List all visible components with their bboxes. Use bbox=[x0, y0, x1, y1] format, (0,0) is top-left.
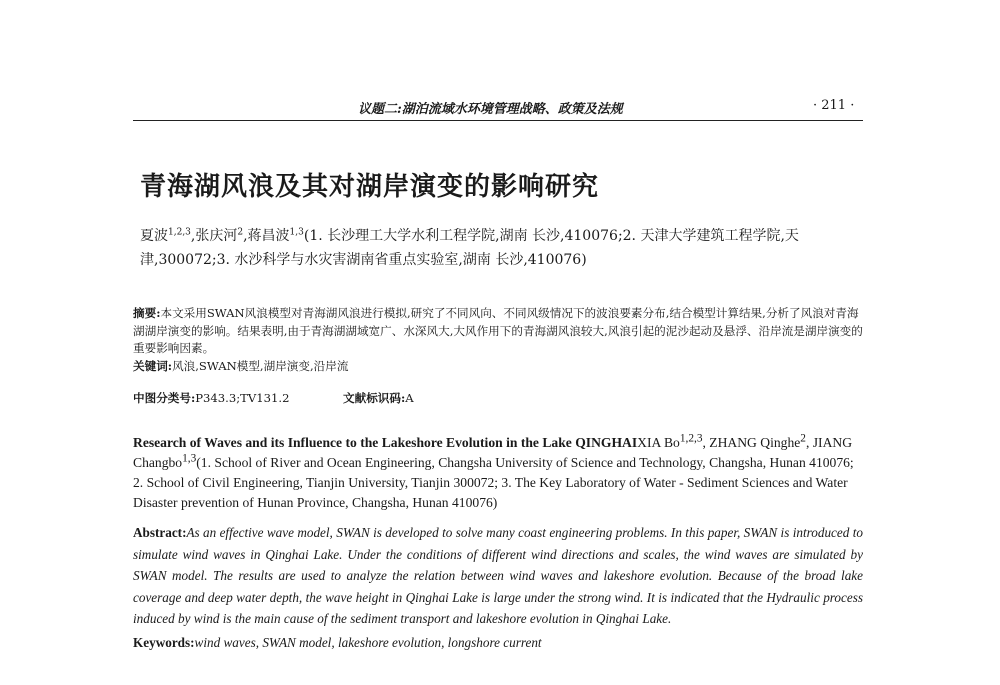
author-affil-sup: 2 bbox=[237, 227, 244, 238]
english-author: , ZHANG Qinghe bbox=[702, 435, 801, 450]
author-affil-sup: 1,2,3 bbox=[168, 227, 191, 238]
english-abstract bbox=[133, 522, 863, 630]
doc-code-value: A bbox=[405, 391, 414, 405]
english-author-sup: 1,3 bbox=[182, 452, 197, 465]
english-keywords bbox=[133, 635, 863, 651]
doc-code bbox=[343, 390, 414, 406]
english-keywords-label: Keywords: bbox=[133, 635, 195, 650]
abstract-cn-label: 摘要: bbox=[133, 306, 161, 320]
page-number: · 211 · bbox=[813, 98, 855, 113]
author-affil-sup: 1,3 bbox=[289, 227, 304, 238]
affiliations: (1. 长沙理工大学水利工程学院,湖南 长沙,410076;2. 天津大学建筑工程学院,天津,300072;3. 水沙科学与水灾害湖南省重点实验室,湖南 长沙,410076) bbox=[140, 228, 799, 268]
english-abstract-label: Abstract: bbox=[133, 525, 187, 540]
english-author: , JIANG Changbo bbox=[133, 435, 853, 470]
classification-line bbox=[133, 390, 863, 406]
author-name: 夏波 bbox=[140, 228, 168, 244]
english-abstract-text: As an effective wave model, SWAN is developed to solve many coast engineering problems. In this paper, SWAN is introduced to simulate wind waves in Qinghai Lake. Under the conditions of different wind directions and scales, the wind waves are simulated by SWAN model. The results are used to analyze the relation between wind waves and lakeshore evolution. Because of the broad lake coverage and deep water depth, the wave height in Qinghai Lake is large under the strong wind. It is indicated that the Hydraulic process induced by wind is the main cause of the sediment transport and lakeshore evolution in Qinghai Lake. bbox=[133, 525, 863, 627]
english-title-block bbox=[133, 433, 865, 513]
keywords-cn-label: 关键词: bbox=[133, 358, 173, 373]
author-separator: , bbox=[243, 228, 248, 244]
doc-code-label: 文献标识码: bbox=[343, 391, 406, 405]
paper-title: 青海湖风浪及其对湖岸演变的影响研究 bbox=[140, 172, 600, 202]
english-author-sup: 2 bbox=[800, 432, 806, 445]
english-keywords-text: wind waves, SWAN model, lakeshore evolution, longshore current bbox=[194, 635, 542, 650]
clc-value: P343.3;TV131.2 bbox=[195, 391, 290, 405]
author-separator: , bbox=[190, 228, 196, 244]
abstract-cn-text: 本文采用SWAN风浪模型对青海湖风浪进行模拟,研究了不同风向、不同风级情况下的波浪要素分布,结合模型计算结果,分析了风浪对青海湖湖岸演变的影响。结果表明,由于青海湖湖域宽广、水深风大,大风作用下的青海湖风浪较大,风浪引起的泥沙起动及悬浮、沿岸流是湖岸演变的重要影响因素。 bbox=[133, 306, 863, 355]
author-name: 张庆河 bbox=[195, 228, 238, 244]
running-header bbox=[133, 98, 863, 118]
header-rule bbox=[133, 120, 863, 121]
english-title: Research of Waves and its Influence to the Lakeshore Evolution in the Lake QINGHAI bbox=[133, 435, 638, 450]
clc-label: 中图分类号: bbox=[133, 391, 196, 405]
abstract-cn bbox=[133, 305, 863, 375]
author-block bbox=[140, 224, 862, 272]
english-author-sup: 1,2,3 bbox=[679, 432, 703, 445]
header-topic: 议题二:湖泊流域水环境管理战略、政策及法规 bbox=[358, 102, 623, 117]
english-affiliations: (1. School of River and Ocean Engineering, Changsha University of Science and Technology, Changsha, Hunan 410076; 2. School of Civil Engineering, Tianjin University, Tianjin 300072; 3. The Key Laboratory of Water - Sediment Sciences and Water Disaster prevention of Hunan Province, Changsha, Hunan 410076) bbox=[133, 455, 854, 510]
english-author: XIA Bo bbox=[637, 435, 680, 450]
author-name: 蒋昌波 bbox=[247, 228, 290, 244]
keywords-cn-text: 风浪,SWAN模型,湖岸演变,沿岸流 bbox=[172, 358, 349, 373]
